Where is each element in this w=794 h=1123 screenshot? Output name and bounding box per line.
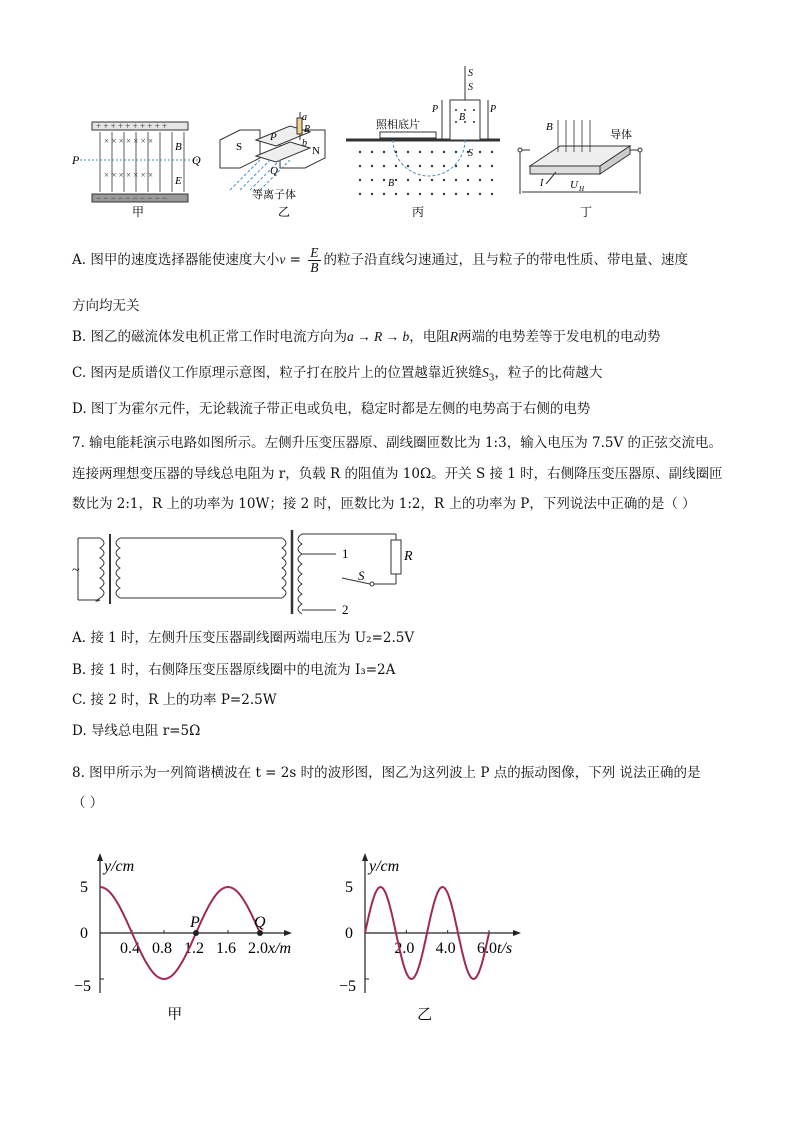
ding-UH-sub: H bbox=[579, 185, 585, 193]
point-label: P bbox=[190, 914, 200, 931]
bing-B1: B bbox=[459, 112, 466, 123]
jia-Q: Q bbox=[192, 153, 201, 167]
yi-N: N bbox=[312, 145, 320, 157]
yi-plasma: 等离子体 bbox=[252, 189, 296, 201]
x-tick-label: 2.0 bbox=[394, 940, 415, 957]
q6-b-path: a → R → b bbox=[347, 329, 410, 344]
ding-UH: U bbox=[570, 179, 578, 191]
q6-a-den: B bbox=[310, 260, 319, 275]
y-tick-label: 5 bbox=[80, 879, 88, 896]
yi-R: R bbox=[304, 124, 311, 135]
terminal-1: 1 bbox=[342, 546, 349, 561]
yi-caption: 乙 bbox=[278, 205, 291, 219]
bing-film: 照相底片 bbox=[376, 119, 420, 131]
yi-a: a bbox=[302, 112, 307, 123]
q7-option-a: A. 接 1 时，左侧升压变压器副线圈两端电压为 U₂=2.5V bbox=[72, 630, 415, 646]
jia-B: B bbox=[175, 141, 182, 153]
ding-conductor: 导体 bbox=[610, 129, 632, 141]
q6-b-post2: 两端的电势差等于发电机的电动势 bbox=[458, 329, 661, 345]
q7-option-c: C. 接 2 时，R 上的功率 P=2.5W bbox=[72, 692, 277, 708]
chart-caption: 乙 bbox=[417, 1007, 433, 1020]
figure-jia bbox=[71, 121, 201, 219]
q6-option-a bbox=[72, 246, 688, 275]
q6-option-b bbox=[72, 327, 661, 347]
yi-Q: Q bbox=[270, 165, 278, 177]
y-tick-label: 5 bbox=[345, 879, 353, 896]
q6-b-R: R bbox=[449, 329, 459, 344]
q6-a-pre: A. 图甲的速度选择器能使速度大小 bbox=[72, 252, 280, 268]
x-tick-label: 2.0 bbox=[248, 940, 268, 957]
chart-caption: 甲 bbox=[167, 1007, 183, 1020]
svg-text:+ + + + + + + + + +: + + + + + + + + + + bbox=[96, 121, 168, 131]
y-axis-label: y/cm bbox=[104, 858, 135, 875]
x-axis-arrow bbox=[284, 930, 292, 936]
terminal-2: 2 bbox=[342, 602, 349, 617]
bing-S1: S bbox=[468, 68, 473, 79]
q6-b-post: ，电阻 bbox=[409, 329, 450, 345]
q6-a-eq: = bbox=[285, 252, 306, 268]
bing-P2: P bbox=[490, 104, 497, 115]
x-tick-label: 6.0 bbox=[477, 940, 497, 957]
bing-caption: 丙 bbox=[412, 205, 425, 219]
chart-jia bbox=[60, 845, 320, 1020]
figure-ding bbox=[518, 120, 642, 219]
q6-option-a-cont: 方向均无关 bbox=[72, 298, 140, 314]
jia-E: E bbox=[175, 175, 182, 187]
q6-option-c bbox=[72, 363, 602, 389]
q7-circuit bbox=[70, 524, 420, 624]
y-axis-arrow bbox=[97, 853, 103, 861]
q6-a-fraction bbox=[308, 246, 320, 275]
x-tick-label: 4.0 bbox=[435, 940, 456, 957]
q6-b-pre: B. 图乙的磁流体发电机正常工作时电流方向为 bbox=[72, 329, 348, 345]
figure-yi bbox=[220, 112, 325, 219]
q7-option-d: D. 导线总电阻 r=5Ω bbox=[72, 723, 201, 739]
q6-c-sub: 3 bbox=[488, 373, 495, 384]
q7-stem-1: 7. 输电能耗演示电路如图所示。左侧升压变压器原、副线圈匝数比为 1:3，输入电压为 7.5V 的正弦交流电。 bbox=[72, 435, 722, 451]
q6-c-S: S bbox=[481, 365, 489, 380]
q6-a-post: 的粒子沿直线匀速通过，且与粒子的带电性质、带电量、速度 bbox=[323, 252, 688, 268]
bing-B2: B bbox=[388, 178, 395, 189]
y-tick-label: −5 bbox=[339, 978, 357, 995]
figure-row bbox=[60, 60, 740, 228]
resistor-R: R bbox=[404, 549, 413, 564]
q8-stem-1: 8. 图甲所示为一列简谐横波在 t = 2s 时的波形图，图乙为这列波上 P 点的振动图像，下列 说法正确的是 bbox=[72, 765, 701, 781]
ding-caption: 丁 bbox=[580, 205, 593, 219]
q6-a-num: E bbox=[310, 245, 319, 260]
svg-text:× × × × × × ×: × × × × × × × bbox=[104, 170, 154, 180]
x-axis-label: x/m bbox=[268, 940, 292, 957]
svg-text:− − − − − − − − − −: − − − − − − − − − − bbox=[96, 193, 168, 203]
bing-P1: P bbox=[432, 104, 439, 115]
q7-option-b: B. 接 1 时，右侧降压变压器原线圈中的电流为 I₃=2A bbox=[72, 662, 396, 678]
x-tick-label: 1.6 bbox=[216, 940, 236, 957]
y-tick-label: 0 bbox=[80, 925, 88, 942]
svg-text:× × × × × × ×: × × × × × × × bbox=[104, 136, 154, 146]
q7-stem-3: 数比为 2:1，R 上的功率为 10W；接 2 时，匝数比为 1:2，R 上的功率为 P，下列说法中正确的是（ ） bbox=[72, 496, 696, 512]
ding-B: B bbox=[546, 121, 553, 133]
x-tick-label: 0.8 bbox=[152, 940, 172, 957]
yi-b: b bbox=[302, 138, 307, 149]
q6-c-post: ，粒子的比荷越大 bbox=[494, 365, 603, 381]
jia-P: P bbox=[72, 153, 80, 167]
yi-P: P bbox=[270, 131, 277, 143]
bing-S2: S bbox=[468, 82, 473, 93]
chart-yi bbox=[325, 845, 525, 1020]
point-label: Q bbox=[254, 914, 266, 931]
bing-S3: S bbox=[468, 148, 473, 159]
q6-option-d: D. 图丁为霍尔元件，无论载流子带正电或负电，稳定时都是左侧的电势高于右侧的电势 bbox=[72, 401, 591, 417]
figure-bing bbox=[346, 66, 500, 219]
y-axis-arrow bbox=[362, 853, 368, 861]
y-axis-label: y/cm bbox=[369, 858, 400, 875]
yi-S: S bbox=[236, 141, 243, 153]
switch-S: S bbox=[358, 568, 365, 583]
ding-I: I bbox=[540, 178, 544, 189]
q6-c-pre: C. 图丙是质谱仪工作原理示意图，粒子打在胶片上的位置越靠近狭缝 bbox=[72, 365, 482, 381]
q8-stem-2: （ ） bbox=[72, 795, 104, 811]
x-axis-arrow bbox=[513, 930, 521, 936]
x-axis-label: t/s bbox=[497, 940, 513, 957]
q6-a-v: v bbox=[279, 252, 286, 267]
x-tick-label: 1.2 bbox=[184, 940, 204, 957]
y-tick-label: −5 bbox=[74, 978, 92, 995]
jia-caption: 甲 bbox=[132, 205, 145, 219]
x-tick-label: 0.4 bbox=[120, 940, 140, 957]
q7-stem-2: 连接两理想变压器的导线总电阻为 r，负载 R 的阻值为 10Ω。开关 S 接 1 时，右侧降压变压器原、副线圈匝 bbox=[72, 466, 723, 482]
ac-symbol: ~ bbox=[72, 563, 80, 578]
y-tick-label: 0 bbox=[345, 925, 353, 942]
